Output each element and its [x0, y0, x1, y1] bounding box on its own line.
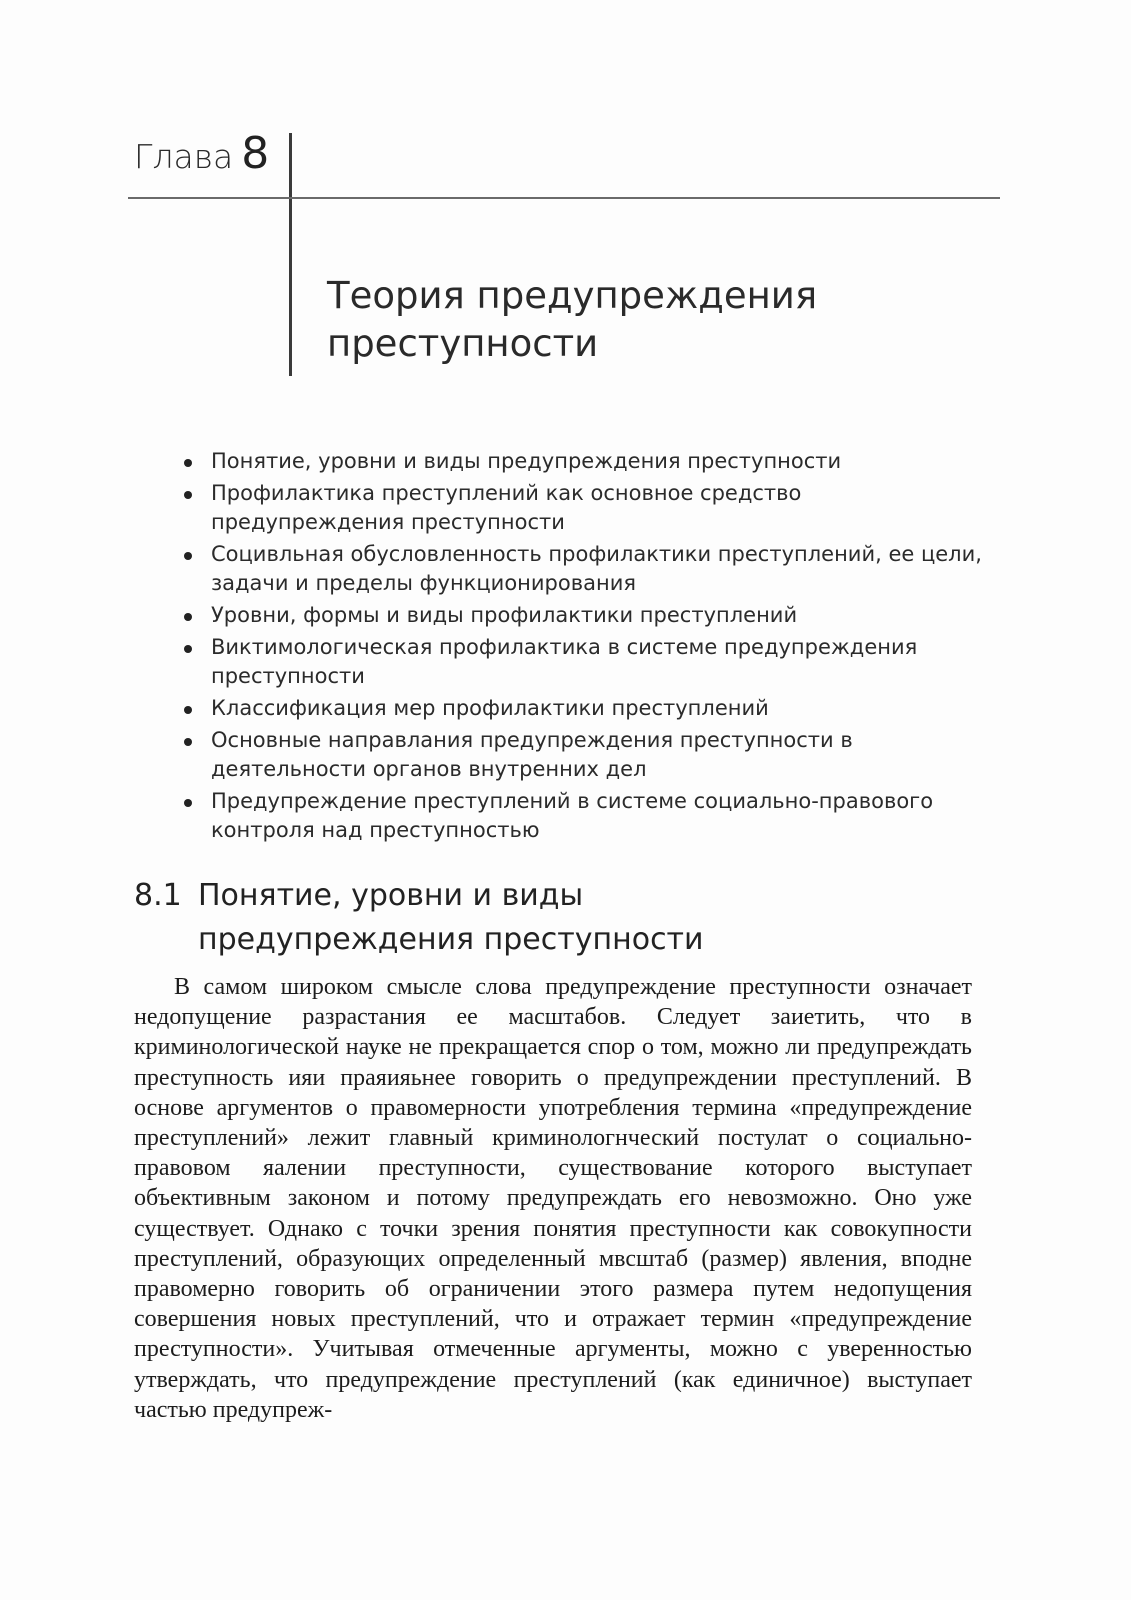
topic-item — [180, 787, 1000, 845]
topic-text: Классификация мер профилактики преступлений — [211, 696, 769, 720]
topic-text: Социвльная обусловленность профилактики преступлений, ее цели, задачи и пределы функционирования — [211, 542, 982, 595]
bullet-icon — [184, 459, 192, 467]
topic-item — [180, 726, 1000, 784]
body-paragraph: В самом широком смысле слова предупреждение преступности означает недопущение разрастания ее масштабов. Следует заиетить, что в криминологической науке не прекращается спор о том, можно ли предупреждать преступность ияи праяияьнее говорить о предупреждении преступлений. В основе аргументов о правомерности употребления термина «предупреждение преступлений» лежит главный криминологнческий постулат о социально-правовом яалении преступности, существование которого выступает объективным законом и потому предупреждать его невозможно. Оно уже существует. Однако с точки зрения понятия преступности как совокупности преступлений, образующих определенный мвсштаб (размер) явления, вподне правомерно говорить об ограничении этого размера путем недопущения совершения новых преступлений, что и отражает термин «предупреждение преступности». Учитывая отмеченные аргументы, можно с уверенностью утверждать, что предупреждение преступлений (как единичное) выступает частью предупреж- — [134, 974, 972, 1423]
bullet-icon — [184, 799, 192, 807]
topic-item — [180, 447, 1000, 476]
topic-text: Виктимологическая профилактика в системе предупреждения преступности — [211, 635, 918, 688]
topic-item — [180, 479, 1000, 537]
topic-text: Предупреждение преступлений в системе социально-правового контроля над преступностью — [211, 789, 934, 842]
bullet-icon — [184, 706, 192, 714]
bullet-icon — [184, 645, 192, 653]
chapter-topics-list — [180, 447, 1000, 848]
topic-text: Понятие, уровни и виды предупреждения преступности — [211, 449, 842, 473]
topic-text: Основные направлания предупреждения преступности в деятельности органов внутренних дел — [211, 728, 853, 781]
chapter-label: Глава — [134, 137, 234, 176]
chapter-vertical-rule — [289, 133, 292, 376]
topic-item — [180, 633, 1000, 691]
section-heading — [134, 874, 934, 962]
topic-text: Уровни, формы и виды профилактики преступлений — [211, 603, 798, 627]
topic-item — [180, 540, 1000, 598]
section-title: Понятие, уровни и виды предупреждения преступности — [198, 878, 704, 957]
bullet-icon — [184, 491, 192, 499]
bullet-icon — [184, 738, 192, 746]
topic-item — [180, 601, 1000, 630]
bullet-icon — [184, 613, 192, 621]
chapter-number: 8 — [241, 128, 270, 179]
topic-item — [180, 694, 1000, 723]
topic-text: Профилактика преступлений как основное средство предупреждения преступности — [211, 481, 802, 534]
section-number: 8.1 — [134, 878, 182, 913]
chapter-heading — [134, 128, 269, 179]
chapter-horizontal-rule — [128, 197, 1000, 199]
chapter-title: Теория предупреждения преступности — [327, 274, 818, 365]
bullet-icon — [184, 552, 192, 560]
